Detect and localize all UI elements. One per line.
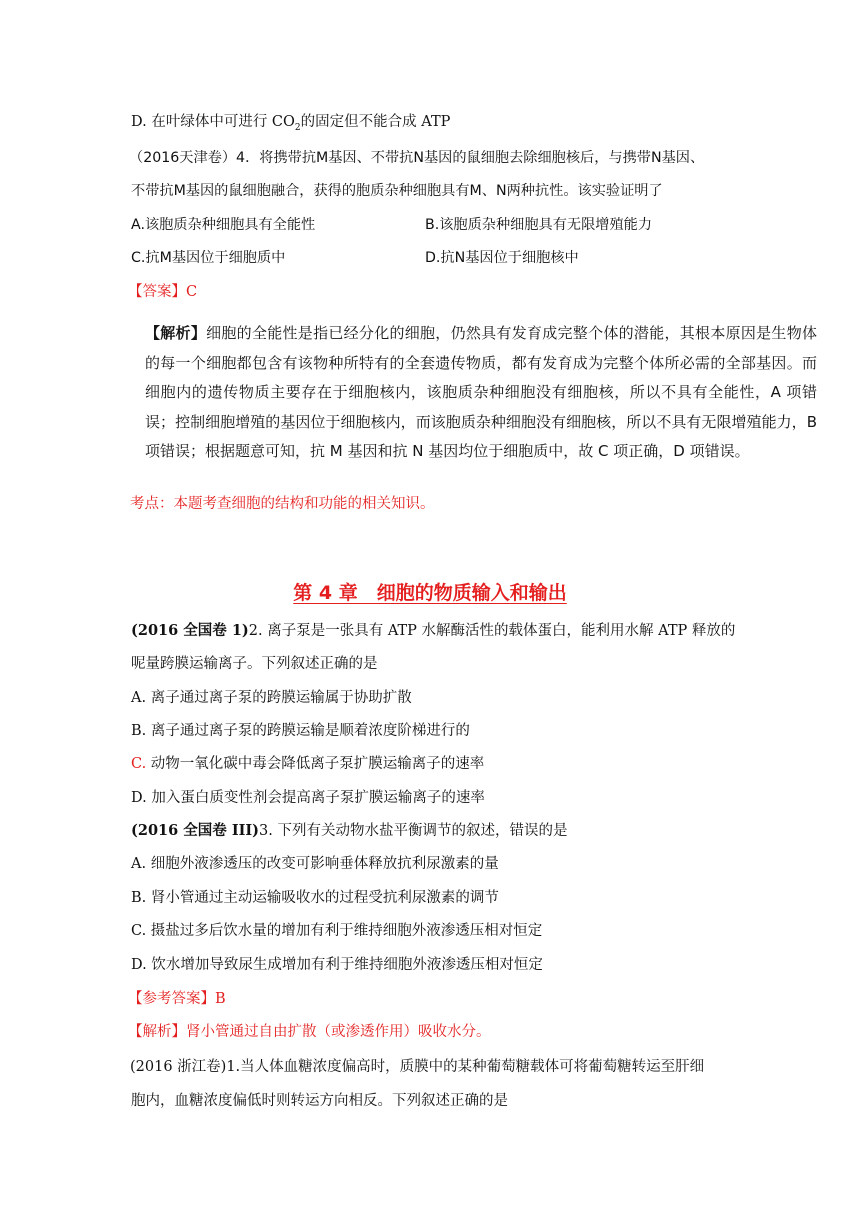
tianjin-option-d: D.抗N基因位于细胞核中 <box>425 250 579 266</box>
tianjin-stem-line1: （2016天津卷）4．将携带抗M基因、不带抗N基因的鼠细胞去除细胞核后，与携带N基因、 <box>129 150 705 166</box>
national3-answer: 【参考答案】B <box>128 991 226 1007</box>
national3-stem: (2016 全国卷 III)3. 下列有关动物水盐平衡调节的叙述，错误的是 <box>131 822 568 839</box>
prev-option-d: D. 在叶绿体中可进行 $CO_2$的固定但不能合成 ATP <box>131 114 451 133</box>
tianjin-stem-line2: 不带抗M基因的鼠细胞融合，获得的胞质杂种细胞具有M、N两种抗性。该实验证明了 <box>131 183 663 199</box>
zhejiang-stem-line2: 胞内，血糖浓度偏低时则转运方向相反。下列叙述正确的是 <box>131 1093 508 1109</box>
national1-option-d: D. 加入蛋白质变性剂会提高离子泵扩膜运输离子的速率 <box>131 790 485 806</box>
national3-analysis: 【解析】肾小管通过自由扩散（或渗透作用）吸收水分。 <box>128 1024 491 1040</box>
national3-option-b: B. 肾小管通过主动运输吸收水的过程受抗利尿激素的调节 <box>131 890 499 906</box>
tianjin-option-b: B.该胞质杂种细胞具有无限增殖能力 <box>425 217 653 233</box>
tianjin-answer: 【答案】C <box>128 284 198 300</box>
national1-option-a: A. 离子通过离子泵的跨膜运输属于协助扩散 <box>131 690 412 706</box>
national1-option-c: C. 动物一氧化碳中毒会降低离子泵扩膜运输离子的速率 <box>131 756 485 772</box>
national1-stem-line2: 呢量跨膜运输离子。下列叙述正确的是 <box>131 656 378 672</box>
tianjin-option-c: C.抗M基因位于细胞质中 <box>131 250 286 266</box>
chapter-title: 第 4 章 细胞的物质输入和输出 <box>293 582 567 604</box>
national3-option-d: D. 饮水增加导致尿生成增加有利于维持细胞外液渗透压相对恒定 <box>131 957 543 973</box>
national3-option-c: C. 摄盐过多后饮水量的增加有利于维持细胞外液渗透压相对恒定 <box>131 923 543 939</box>
national3-option-a: A. 细胞外液渗透压的改变可影响垂体释放抗利尿激素的量 <box>131 856 499 872</box>
tianjin-option-a: A.该胞质杂种细胞具有全能性 <box>131 217 316 233</box>
zhejiang-stem-line1: (2016 浙江卷)1.当人体血糖浓度偏高时，质膜中的某种葡萄糖载体可将葡萄糖转运至肝细 <box>130 1059 705 1075</box>
tianjin-analysis: 【解析】细胞的全能性是指已经分化的细胞，仍然具有发育成完整个体的潜能，其根本原因是生物体的每一个细胞都包含有该物种所特有的全套遗传物质，都有发育成为完整个体所必需的全部基因。而细胞内的遗传物质主要存在于细胞核内，该胞质杂种细胞没有细胞核，所以不具有全能性，A 项错误；控制细胞增殖的基因位于细胞核内，而该胞质杂种细胞没有细胞核，所以不具有无限增殖能力，B 项错误；根据题意可知，抗 M 基因和抗 N 基因均位于细胞质中，故 C 项正确，D 项错误。 <box>145 324 817 460</box>
tianjin-kaodian: 考点：本题考查细胞的结构和功能的相关知识。 <box>130 496 435 512</box>
national1-stem-line1: (2016 全国卷 1)2. 离子泵是一张具有 ATP 水解酶活性的载体蛋白，能利用水解 ATP 释放的 <box>131 622 736 639</box>
national1-option-b: B. 离子通过离子泵的跨膜运输是顺着浓度阶梯进行的 <box>131 723 470 739</box>
